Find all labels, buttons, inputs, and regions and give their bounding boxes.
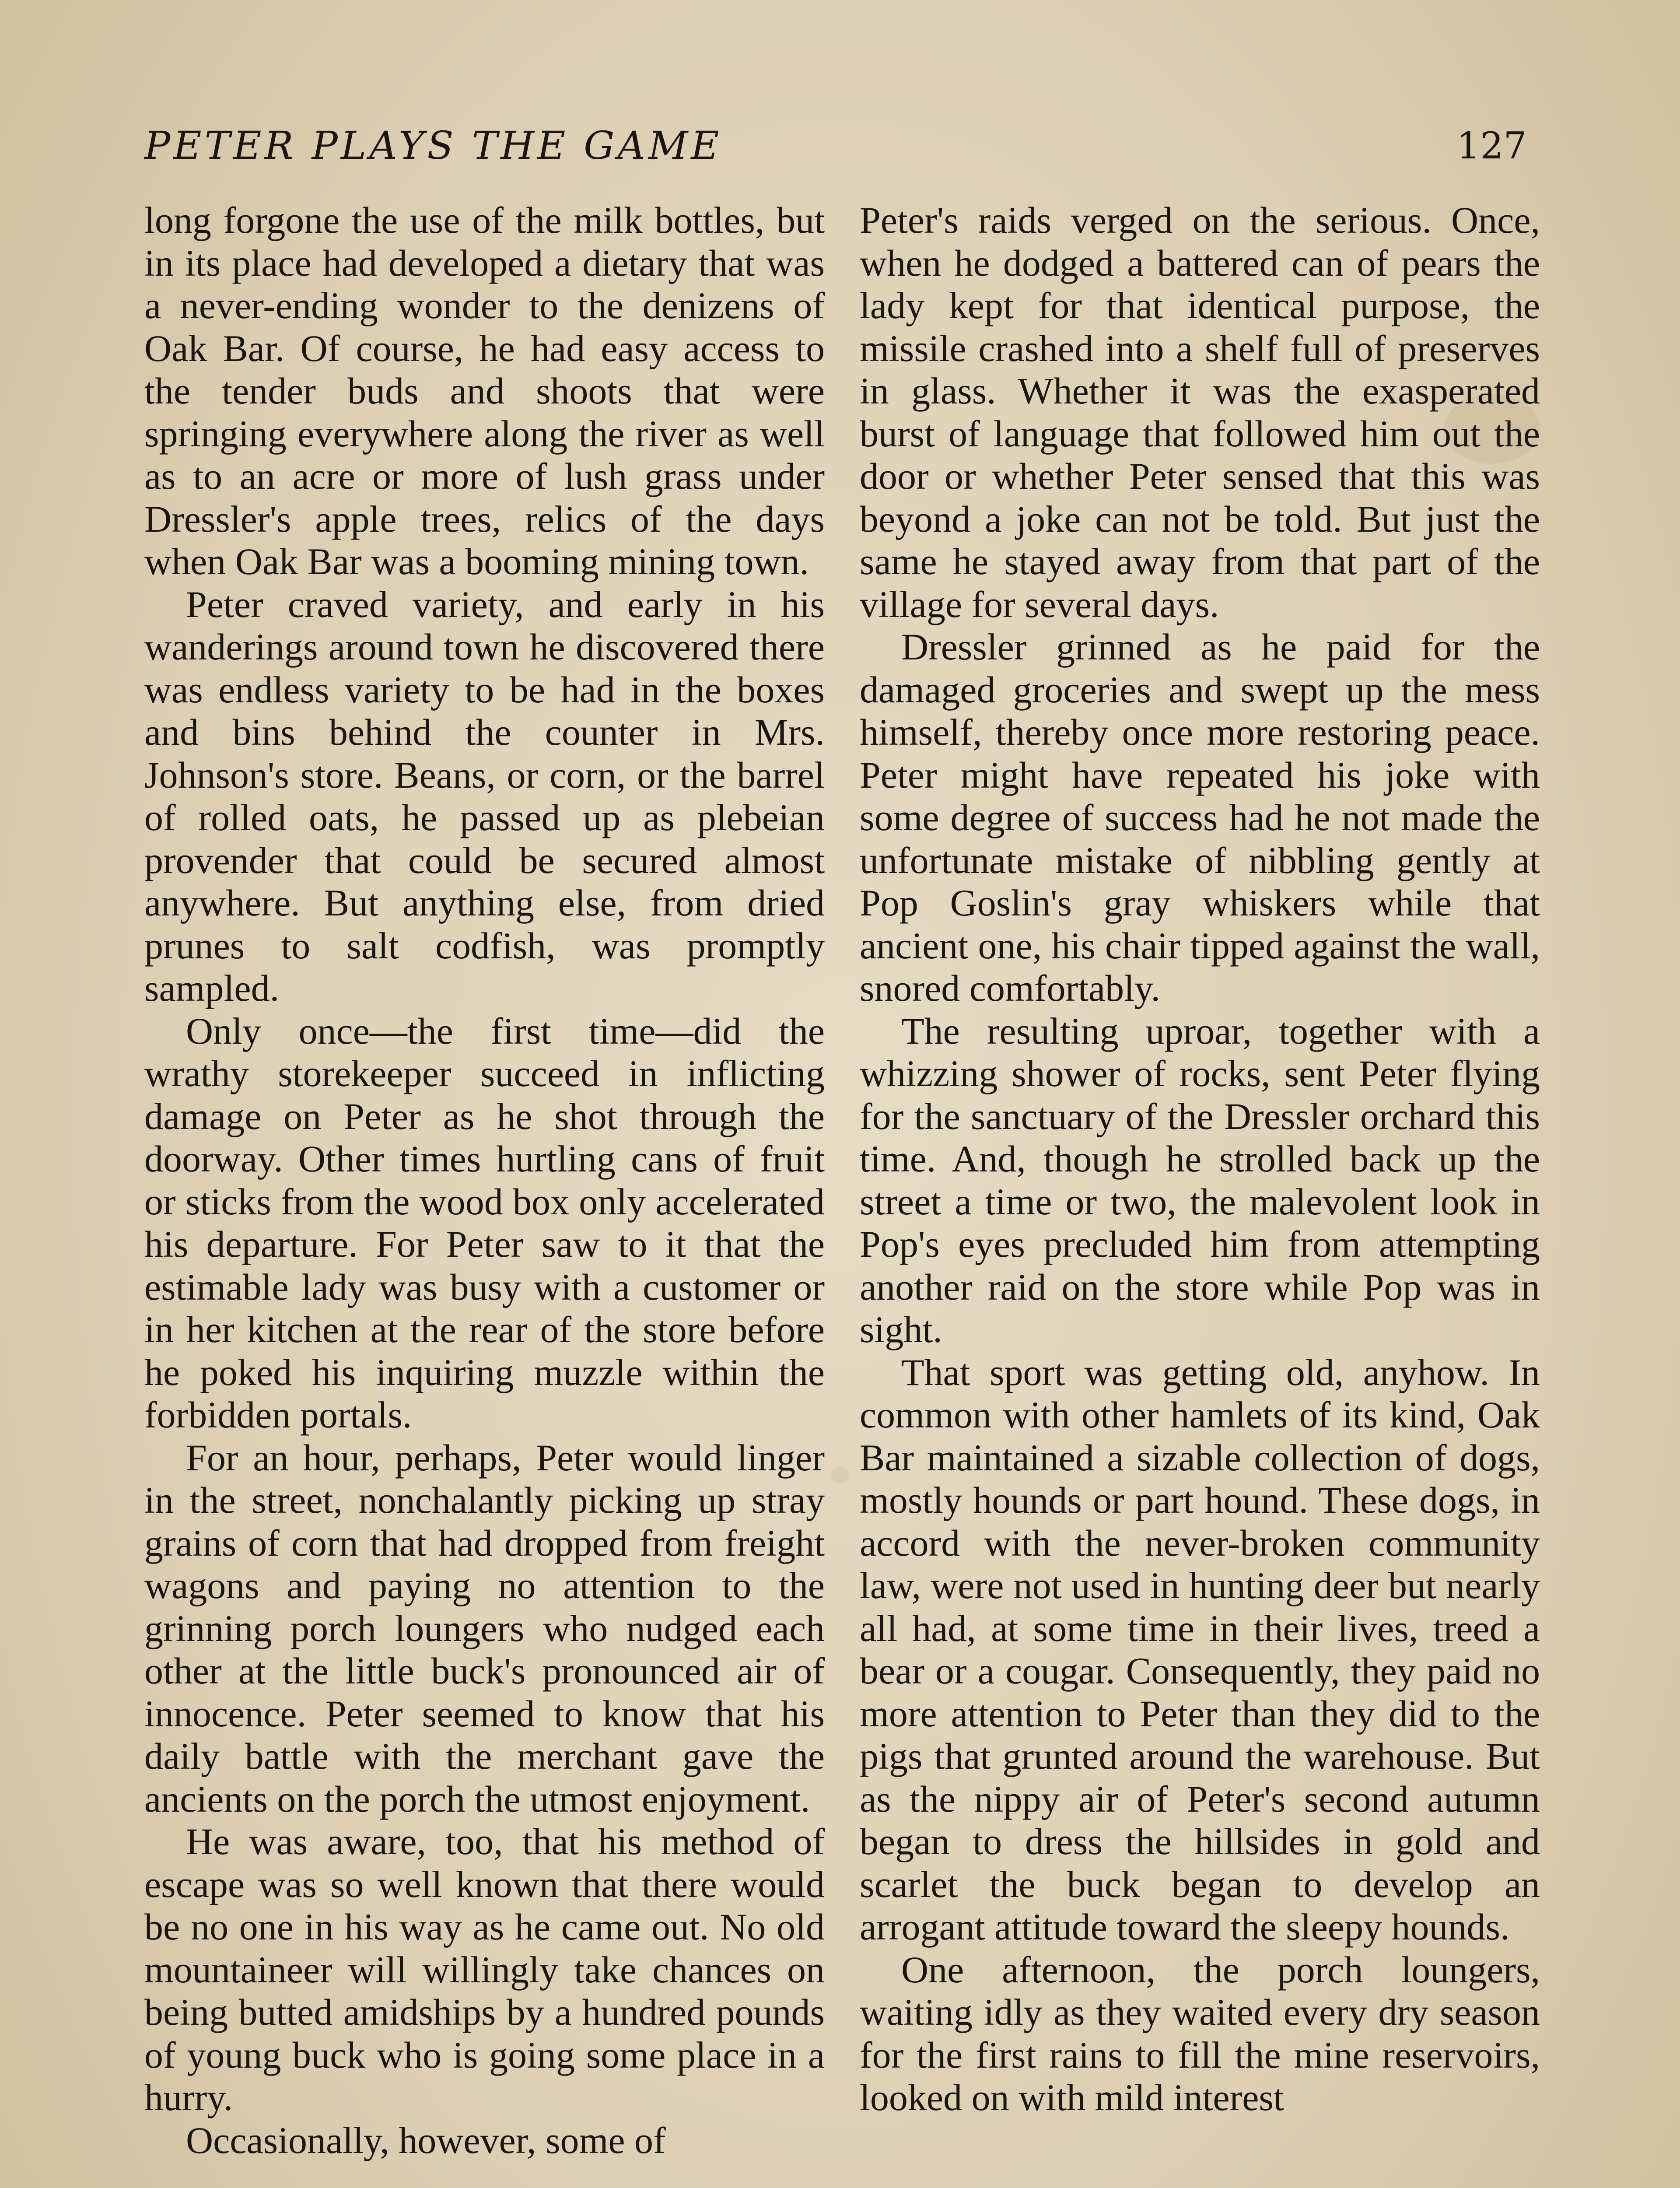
paragraph: Occasionally, however, some of <box>186 2119 666 2161</box>
right-column <box>860 199 1540 2119</box>
paper-stain <box>831 1466 849 1483</box>
page-number: 127 <box>1456 124 1527 167</box>
paragraph: Peter's raids verged on the serious. Once, when he dodged a battered can of pears the lady kept for that identical purpose, the missile crashed into a shelf full of preserves in glass. Whether it was the exasperated burst of language that followed him out the door or whether Peter sensed that this was beyond a joke can not be told. But just the same he stayed away from that part of the village for several days. <box>860 199 1540 625</box>
paragraph: One afternoon, the porch loungers, waiting idly as they waited every dry season for the first rains to fill the mine reservoirs, looked on with mild interest <box>860 1948 1540 2118</box>
left-column <box>144 199 825 2162</box>
running-title: PETER PLAYS THE GAME <box>144 123 722 168</box>
paragraph: long forgone the use of the milk bottles, but in its place had developed a dietary that was a never-ending wonder to the denizens of Oak Bar. Of course, he had easy access to the tender buds and shoots that were springing everywhere along the river as well as to an acre or more of lush grass under Dressler's apple trees, relics of the days when Oak Bar was a booming mining town. <box>144 199 825 582</box>
page-header <box>144 122 1527 179</box>
paragraph: That sport was getting old, anyhow. In common with other hamlets of its kind, Oak Bar maintained a sizable collection of dogs, mostly hounds or part hound. These dogs, in accord with the never-broken community law, were not used in hunting deer but nearly all had, at some time in their lives, treed a bear or a cougar. Consequently, they paid no more attention to Peter than they did to the pigs that grunted around the warehouse. But as the nippy air of Peter's second autumn began to dress the hillsides in gold and scarlet the buck began to develop an arrogant attitude toward the sleepy hounds. <box>860 1351 1540 1948</box>
paragraph: The resulting uproar, together with a whizzing shower of rocks, sent Peter flying for the sanctuary of the Dressler orchard this time. And, though he strolled back up the street a time or two, the malevolent look in Pop's eyes precluded him from attempting another raid on the store while Pop was in sight. <box>860 1010 1540 1350</box>
paragraph: He was aware, too, that his method of escape was so well known that there would be no one in his way as he came out. No old mountaineer will willingly take chances on being butted amidships by a hundred pounds of young buck who is going some place in a hurry. <box>144 1820 825 2118</box>
paragraph: For an hour, perhaps, Peter would linger in the street, nonchalantly picking up stray grains of corn that had dropped from freight wagons and paying no attention to the grinning porch loungers who nudged each other at the little buck's pronounced air of innocence. Peter seemed to know that his daily battle with the merchant gave the ancients on the porch the utmost enjoyment. <box>144 1436 825 1820</box>
paragraph: Peter craved variety, and early in his wanderings around town he discovered there was endless variety to be had in the boxes and bins behind the counter in Mrs. Johnson's store. Beans, or corn, or the barrel of rolled oats, he passed up as plebeian provender that could be secured almost anywhere. But anything else, from dried prunes to salt codfish, was promptly sampled. <box>144 583 825 1009</box>
paragraph: Dressler grinned as he paid for the damaged groceries and swept up the mess himself, thereby once more restoring peace. Peter might have repeated his joke with some degree of success had he not made the unfortunate mistake of nibbling gently at Pop Goslin's gray whiskers while that ancient one, his chair tipped against the wall, snored comfortably. <box>860 626 1540 1009</box>
paragraph: Only once—the first time—did the wrathy storekeeper succeed in inflicting damage on Peter as he shot through the doorway. Other times hurtling cans of fruit or sticks from the wood box only accelerated his departure. For Peter saw to it that the estimable lady was busy with a customer or in her kitchen at the rear of the store before he poked his inquiring muzzle within the forbidden portals. <box>144 1010 825 1436</box>
